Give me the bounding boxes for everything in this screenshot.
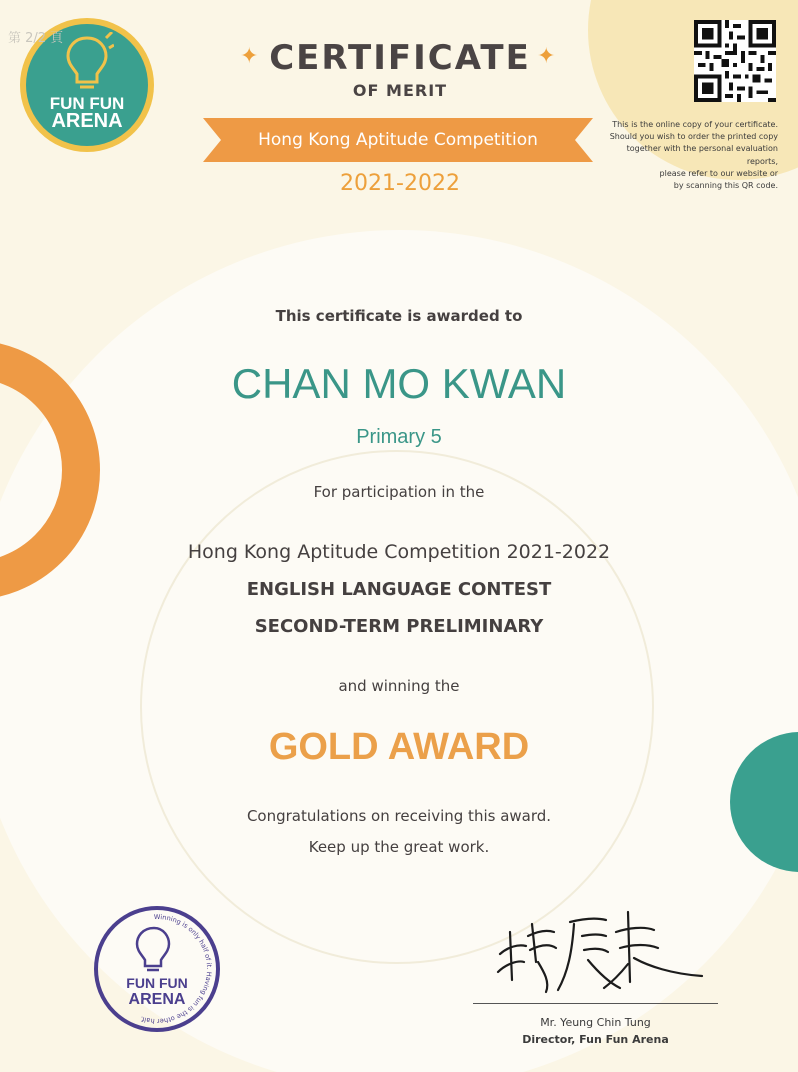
lightbulb-icon bbox=[60, 32, 114, 94]
seal-text-line2: ARENA bbox=[128, 991, 186, 1008]
logo-text-line2: ARENA bbox=[51, 110, 123, 132]
watermark-ring bbox=[140, 450, 654, 964]
awarded-to-text: This certificate is awarded to bbox=[275, 307, 523, 325]
recipient-grade: Primary 5 bbox=[356, 426, 442, 448]
certificate-subtitle: OF MERIT bbox=[352, 81, 448, 100]
qr-note bbox=[600, 119, 778, 192]
signature-line bbox=[473, 1003, 718, 1004]
recipient-name: CHAN MO KWAN bbox=[231, 360, 567, 407]
certificate-year: 2021-2022 bbox=[340, 171, 460, 196]
qr-code[interactable] bbox=[694, 20, 776, 102]
signatory-name: Mr. Yeung Chin Tung bbox=[540, 1016, 651, 1029]
signatory-title: Director, Fun Fun Arena bbox=[522, 1033, 669, 1046]
participation-text: For participation in the bbox=[313, 483, 485, 501]
qr-note-line: This is the online copy of your certificate. bbox=[612, 120, 778, 129]
fun-fun-arena-seal bbox=[92, 904, 222, 1034]
star-icon: ✦ bbox=[537, 44, 556, 69]
congratulations-text: Congratulations on receiving this award. bbox=[246, 807, 552, 825]
seal-text-line1: FUN FUN bbox=[126, 975, 188, 991]
competition-name: Hong Kong Aptitude Competition 2021-2022 bbox=[187, 541, 611, 563]
logo-text-line1: FUN FUN bbox=[49, 94, 125, 113]
qr-note-line: please refer to our website or bbox=[659, 168, 778, 178]
competition-banner-text: Hong Kong Aptitude Competition bbox=[258, 130, 538, 150]
lightbulb-icon bbox=[137, 928, 169, 970]
qr-note-line: Should you wish to order the printed copy bbox=[609, 132, 778, 142]
winning-text: and winning the bbox=[338, 677, 460, 695]
star-icon: ✦ bbox=[240, 44, 259, 69]
certificate-title: CERTIFICATE bbox=[269, 38, 531, 78]
seal-ring-text: Winning is only half of it. Having fun is the other half. bbox=[139, 912, 214, 1026]
qr-note-line: by scanning this QR code. bbox=[673, 181, 778, 191]
qr-note-line: together with the personal evaluation reports, bbox=[626, 144, 778, 166]
award-title: GOLD AWARD bbox=[268, 726, 530, 768]
page-number-marker: 第 2/2 頁 bbox=[8, 31, 64, 46]
term-name: SECOND-TERM PRELIMINARY bbox=[254, 616, 544, 637]
contest-name: ENGLISH LANGUAGE CONTEST bbox=[246, 579, 552, 600]
director-signature bbox=[488, 902, 708, 998]
encouragement-text: Keep up the great work. bbox=[308, 838, 490, 856]
